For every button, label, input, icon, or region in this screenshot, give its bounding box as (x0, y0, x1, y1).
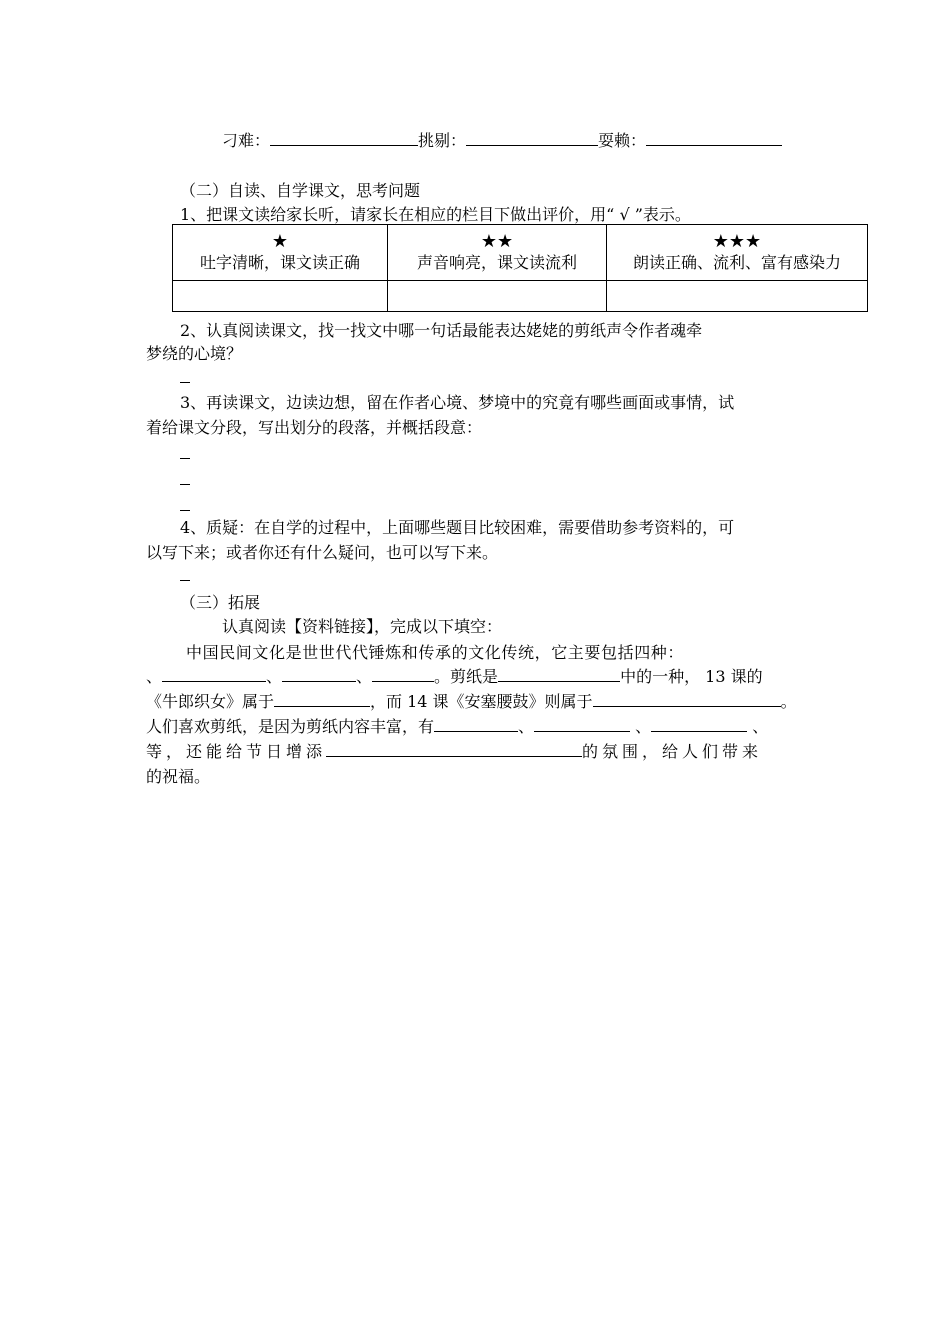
blank-festival-atmosphere[interactable] (326, 739, 582, 757)
paragraph-text: 人们喜欢剪纸，是因为剪纸内容丰富，有 (146, 717, 435, 736)
vocab-line (222, 128, 782, 151)
blank-lesson-14[interactable] (593, 689, 781, 707)
evaluation-table (172, 224, 868, 312)
question-4-line1: 4、质疑：在自学的过程中，上面哪些题目比较困难，需要借助参考资料的，可 (180, 518, 735, 537)
separator: 、 (630, 717, 652, 736)
paragraph-text: 《牛郎织女》属于 (146, 692, 275, 711)
paragraph-line-5 (146, 739, 762, 762)
eval-cell-1[interactable] (173, 281, 388, 312)
vocab-blank-3[interactable] (646, 128, 782, 146)
paragraph-text: 。 (780, 692, 797, 711)
blank-content-2[interactable] (534, 714, 630, 732)
eval-criteria-1: 吐字清晰，课文读正确 (199, 252, 360, 272)
answer-line-q3-3[interactable] (180, 496, 190, 511)
paragraph-text: 。剪纸是 (434, 667, 499, 686)
blank-papercut-category[interactable] (498, 664, 620, 682)
eval-criteria-3: 朗读正确、流利、富有感染力 (632, 252, 841, 272)
paragraph-line-6: 的祝福。 (146, 767, 211, 786)
paragraph-text: ，而 14 课《安塞腰鼓》则属于 (370, 692, 593, 711)
star-rating-3: ★★★ (712, 230, 762, 252)
separator: 、 (747, 717, 769, 736)
separator: 、 (266, 667, 283, 686)
blank-culture-3[interactable] (372, 664, 434, 682)
star-rating-2: ★★ (480, 230, 514, 252)
paragraph-line-4 (146, 714, 768, 737)
eval-criteria-2: 声音响亮，课文读流利 (416, 252, 577, 272)
paragraph-line-1: 中国民间文化是世世代代锤炼和传承的文化传统，它主要包括四种： (186, 643, 685, 662)
blank-culture-2[interactable] (282, 664, 356, 682)
blank-content-1[interactable] (434, 714, 518, 732)
blank-lesson-13[interactable] (274, 689, 370, 707)
answer-line-q2[interactable] (180, 368, 190, 383)
eval-cell-3[interactable] (607, 281, 868, 312)
paragraph-text: 中的一种， 13 课的 (620, 667, 763, 686)
separator: 、 (518, 717, 535, 736)
blank-culture-1[interactable] (162, 664, 266, 682)
section3-instruction: 认真阅读【资料链接】，完成以下填空： (222, 617, 503, 636)
question-2-line1: 2、认真阅读课文，找一找文中哪一句话最能表达姥姥的剪纸声令作者魂牵 (180, 321, 703, 340)
blank-content-3[interactable] (651, 714, 747, 732)
eval-header-3 (607, 225, 868, 281)
vocab-blank-2[interactable] (466, 128, 598, 146)
question-3-line1: 3、再读课文，边读边想，留在作者心境、梦境中的究竟有哪些画面或事情，试 (180, 393, 735, 412)
vocab-label-1: 刁难： (222, 131, 271, 150)
eval-header-2 (388, 225, 607, 281)
paragraph-text: 等，还能给节日增添 (146, 742, 327, 761)
star-rating-1: ★ (271, 230, 289, 252)
separator: 、 (356, 667, 373, 686)
eval-header-1 (173, 225, 388, 281)
separator: 、 (146, 667, 163, 686)
question-1: 1、把课文读给家长听，请家长在相应的栏目下做出评价，用“ √ ”表示。 (180, 205, 691, 224)
paragraph-line-3 (146, 689, 797, 712)
question-2-line2: 梦绕的心境？ (146, 344, 243, 363)
paragraph-text: 的氛围，给人们带来 (582, 742, 763, 761)
section3-heading: （三）拓展 (180, 593, 261, 612)
question-4-line2: 以写下来；或者你还有什么疑问，也可以写下来。 (146, 543, 499, 562)
question-3-line2: 着给课文分段，写出划分的段落，并概括段意： (146, 418, 483, 437)
vocab-label-3: 耍赖： (598, 131, 647, 150)
section2-heading: （二）自读、自学课文，思考问题 (180, 181, 421, 200)
answer-line-q4[interactable] (180, 566, 190, 581)
vocab-label-2: 挑剔： (418, 131, 467, 150)
eval-cell-2[interactable] (388, 281, 607, 312)
answer-line-q3-1[interactable] (180, 444, 190, 459)
answer-line-q3-2[interactable] (180, 470, 190, 485)
paragraph-line-2 (146, 664, 763, 687)
vocab-blank-1[interactable] (270, 128, 418, 146)
